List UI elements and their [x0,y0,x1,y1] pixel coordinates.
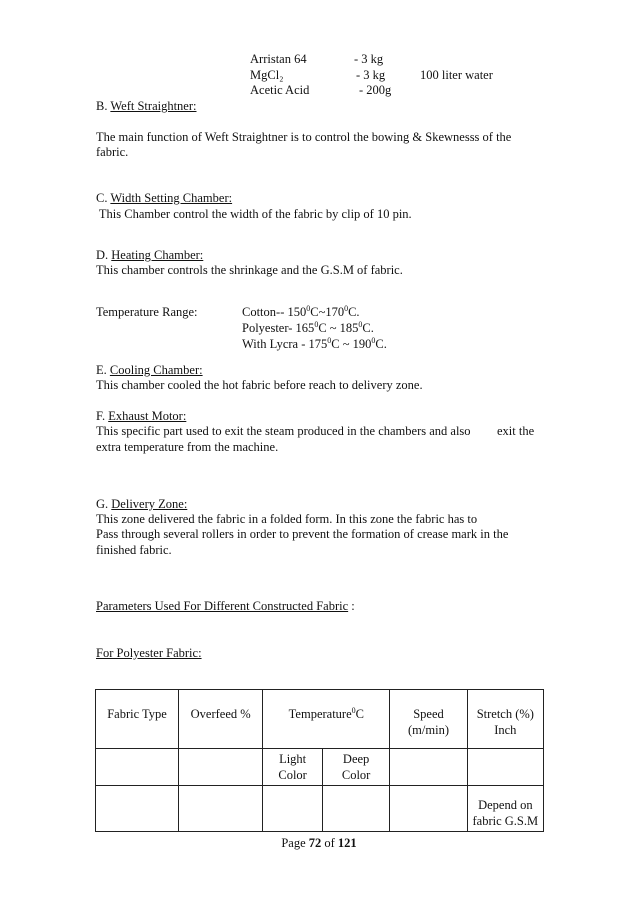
chemical-amount: - 200g [359,83,392,97]
section-prefix: B. [96,99,111,113]
table-row [96,786,544,832]
section-title: Heating Chamber: [111,248,204,262]
section-f-heading [96,409,186,424]
header-stretch: Stretch (%) Inch [467,690,543,749]
section-prefix: G. [96,497,112,511]
total-pages: 121 [337,836,357,850]
table-cell [179,749,263,786]
header-overfeed: Overfeed % [179,690,263,749]
header-temperature: Temperature$^0$C [263,690,390,749]
section-g-heading [96,497,187,512]
temperature-range-label: Temperature Range: [96,305,198,319]
page-footer: Page 72 of 121 [281,836,357,850]
section-c-body: This Chamber control the width of the fabric by clip of 10 pin. [96,207,412,221]
table-cell [96,786,179,832]
section-f-body: extra temperature from the machine. [96,440,279,454]
section-title: Exhaust Motor: [108,409,187,423]
section-prefix: E. [96,363,110,377]
temperature-cotton: Cotton-- $150^0C\sim 170^0C$. [242,303,360,319]
section-title: Cooling Chamber: [109,363,203,377]
section-b-heading [96,99,197,114]
parameters-heading: Parameters Used For Different Constructed Fabric : [96,599,355,613]
section-c-heading [96,191,232,206]
table-row [96,749,544,786]
section-f-body: This specific part used to exit the steam produced in the chambers and also [96,424,471,438]
table-cell [263,786,323,832]
temperature-lycra: With Lycra - $175^0C$ ~ $190^0C$. [242,335,387,351]
section-f-body-tail: exit the [497,424,535,438]
temperature-polyester: Polyester- $165^0C$ ~ $185^0C$. [242,319,374,335]
subheader-deep-color: Deep Color [322,749,389,786]
table-cell [179,786,263,832]
stretch-note-cell: Depend on fabric G.S.M [467,786,543,832]
table-cell [322,786,389,832]
current-page-number: 72 [308,836,322,850]
section-g-body: This zone delivered the fabric in a folded form. In this zone the fabric has to [96,512,478,526]
polyester-heading: For Polyester Fabric: [96,646,202,660]
chemical-amount: - 3 kg [354,52,384,66]
table-cell [390,749,467,786]
chemical-name: Acetic Acid [250,83,310,97]
section-b-body: The main function of Weft Straightner is to control the bowing & Skewnesss of the [96,130,512,144]
header-fabric-type: Fabric Type [96,690,179,749]
section-title: Width Setting Chamber: [110,191,233,205]
subheader-light-color: Light Color [263,749,323,786]
section-g-body: finished fabric. [96,543,172,557]
table-header-row [96,690,544,749]
table-cell [96,749,179,786]
chemical-name: MgCl₂ [250,68,284,82]
section-title: Weft Straightner: [110,99,197,113]
header-speed: Speed (m/min) [390,690,467,749]
section-d-heading [96,248,203,263]
chemical-note: 100 liter water [420,68,493,82]
section-g-body: Pass through several rollers in order to prevent the formation of crease mark in the [96,527,509,541]
section-e-heading [96,363,203,378]
section-prefix: C. [96,191,111,205]
section-prefix: D. [96,248,112,262]
table-cell [467,749,543,786]
section-title: Delivery Zone: [111,497,188,511]
section-prefix: F. [96,409,109,423]
section-d-body: This chamber controls the shrinkage and the G.S.M of fabric. [96,263,403,277]
table-cell [390,786,467,832]
chemical-amount: - 3 kg [356,68,386,82]
parameters-table [95,689,544,832]
chemical-name: Arristan 64 [250,52,307,66]
section-b-body: fabric. [96,145,129,159]
section-e-body: This chamber cooled the hot fabric before reach to delivery zone. [96,378,423,392]
